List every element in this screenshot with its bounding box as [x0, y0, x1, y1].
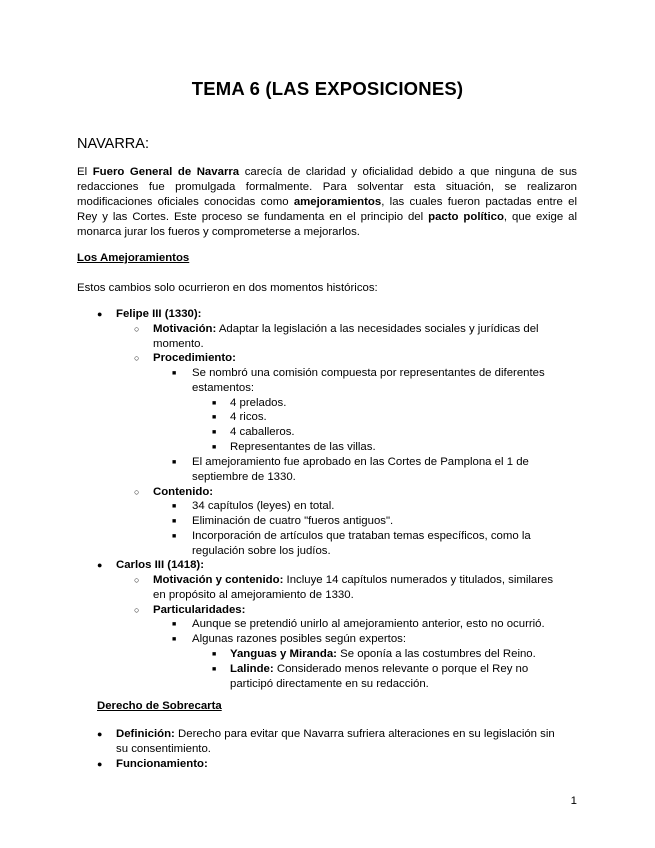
text: Incluye 14 capítulos numerados y titulados, similares	[283, 574, 554, 586]
text: Se oponía a las costumbres del Reino.	[336, 648, 536, 660]
carlos-yanguas	[230, 647, 536, 662]
subheading-amejoramientos: Los Amejoramientos	[77, 252, 190, 264]
bullet-circle-icon: ○	[134, 324, 140, 334]
bullet-circle-icon: ○	[134, 353, 140, 363]
label: Motivación y contenido:	[153, 574, 284, 586]
intro-bold: amejoramientos	[293, 196, 382, 208]
felipe-proc-2-cont: septiembre de 1330.	[192, 471, 296, 483]
list-item-carlos: Carlos III (1418):	[116, 559, 204, 571]
felipe-proc-2: El amejoramiento fue aprobado en las Cortes de Pamplona el 1 de	[192, 456, 529, 468]
subheading-sobrecarta: Derecho de Sobrecarta	[97, 700, 222, 712]
bullet-square-icon: ■	[172, 636, 177, 643]
section-heading: NAVARRA:	[77, 136, 149, 152]
felipe-prelados: 4 prelados.	[230, 397, 287, 409]
felipe-motivacion-cont: momento.	[153, 338, 204, 350]
bullet-square-icon: ■	[212, 666, 217, 673]
bullet-disc-icon: ●	[97, 309, 103, 319]
sobrecarta-funcionamiento: Funcionamiento:	[116, 758, 208, 770]
bullet-disc-icon: ●	[97, 729, 103, 739]
bullet-circle-icon: ○	[134, 575, 140, 585]
felipe-cont-3: Incorporación de artículos que trataban temas específicos, como la	[192, 530, 531, 542]
carlos-particularidades: Particularidades:	[153, 604, 246, 616]
felipe-proc-1: Se nombró una comisión compuesta por representantes de diferentes	[192, 367, 545, 379]
bullet-square-icon: ■	[172, 503, 177, 510]
list-item-felipe: Felipe III (1330):	[116, 308, 202, 320]
label: Yanguas y Miranda:	[230, 648, 337, 660]
felipe-contenido: Contenido:	[153, 486, 214, 498]
bullet-square-icon: ■	[212, 414, 217, 421]
sobrecarta-definicion	[116, 727, 555, 742]
felipe-cont-3-cont: regulación sobre los judíos.	[192, 545, 331, 557]
intro-paragraph	[77, 165, 577, 240]
bullet-square-icon: ■	[212, 444, 217, 451]
sobrecarta-definicion-cont: su consentimiento.	[116, 743, 211, 755]
bullet-square-icon: ■	[212, 429, 217, 436]
bullet-circle-icon: ○	[134, 605, 140, 615]
intro-text: , las cuales fueron pactadas entre el Rey y las Cortes. Este proceso se fundamenta en el principio del	[77, 196, 577, 223]
intro-text: El	[77, 166, 93, 178]
bullet-square-icon: ■	[212, 400, 217, 407]
felipe-procedimiento: Procedimiento:	[153, 352, 236, 364]
amejoramientos-lead: Estos cambios solo ocurrieron en dos momentos históricos:	[77, 282, 378, 294]
carlos-lalinde-cont: participó directamente en su redacción.	[230, 678, 429, 690]
bullet-square-icon: ■	[172, 621, 177, 628]
bullet-square-icon: ■	[172, 518, 177, 525]
page-title: TEMA 6 (LAS EXPOSICIONES)	[191, 78, 464, 99]
label: Definición:	[116, 728, 175, 740]
bullet-disc-icon: ●	[97, 759, 103, 769]
felipe-caballeros: 4 caballeros.	[230, 426, 295, 438]
page-number: 1	[570, 795, 577, 807]
text: Derecho para evitar que Navarra sufriera alteraciones en su legislación sin	[174, 728, 555, 740]
intro-bold: Fuero General de Navarra	[92, 166, 240, 178]
bullet-square-icon: ■	[172, 533, 177, 540]
bullet-disc-icon: ●	[97, 560, 103, 570]
felipe-cont-2: Eliminación de cuatro "fueros antiguos".	[192, 515, 394, 527]
intro-text: , que exige al monarca jurar los fueros y comprometerse a mejorarlos.	[77, 211, 577, 238]
bullet-square-icon: ■	[212, 651, 217, 658]
label: Lalinde:	[230, 663, 274, 675]
label: Motivación:	[153, 323, 217, 335]
intro-text: carecía de claridad y oficialidad debido a que ninguna de sus redacciones fue promulgada formalmente. Para solventar esta situación, se realizaron modificaciones oficiales conocidas como	[77, 166, 577, 208]
felipe-cont-1: 34 capítulos (leyes) en total.	[192, 500, 335, 512]
intro-bold: pacto político	[428, 211, 504, 223]
text: Adaptar la legislación a las necesidades sociales y jurídicas del	[216, 323, 539, 335]
felipe-ricos: 4 ricos.	[230, 411, 267, 423]
carlos-partic-2: Algunas razones posibles según expertos:	[192, 633, 407, 645]
felipe-motivacion	[153, 322, 539, 337]
bullet-square-icon: ■	[172, 370, 177, 377]
bullet-circle-icon: ○	[134, 487, 140, 497]
bullet-square-icon: ■	[172, 459, 177, 466]
carlos-motivacion-cont: en propósito al amejoramiento de 1330.	[153, 589, 354, 601]
carlos-partic-1: Aunque se pretendió unirlo al amejoramiento anterior, esto no ocurrió.	[192, 618, 545, 630]
text: Considerado menos relevante o porque el Rey no	[273, 663, 529, 675]
felipe-villas: Representantes de las villas.	[230, 441, 376, 453]
felipe-proc-1-cont: estamentos:	[192, 382, 255, 394]
carlos-motivacion	[153, 573, 553, 588]
carlos-lalinde	[230, 662, 528, 677]
